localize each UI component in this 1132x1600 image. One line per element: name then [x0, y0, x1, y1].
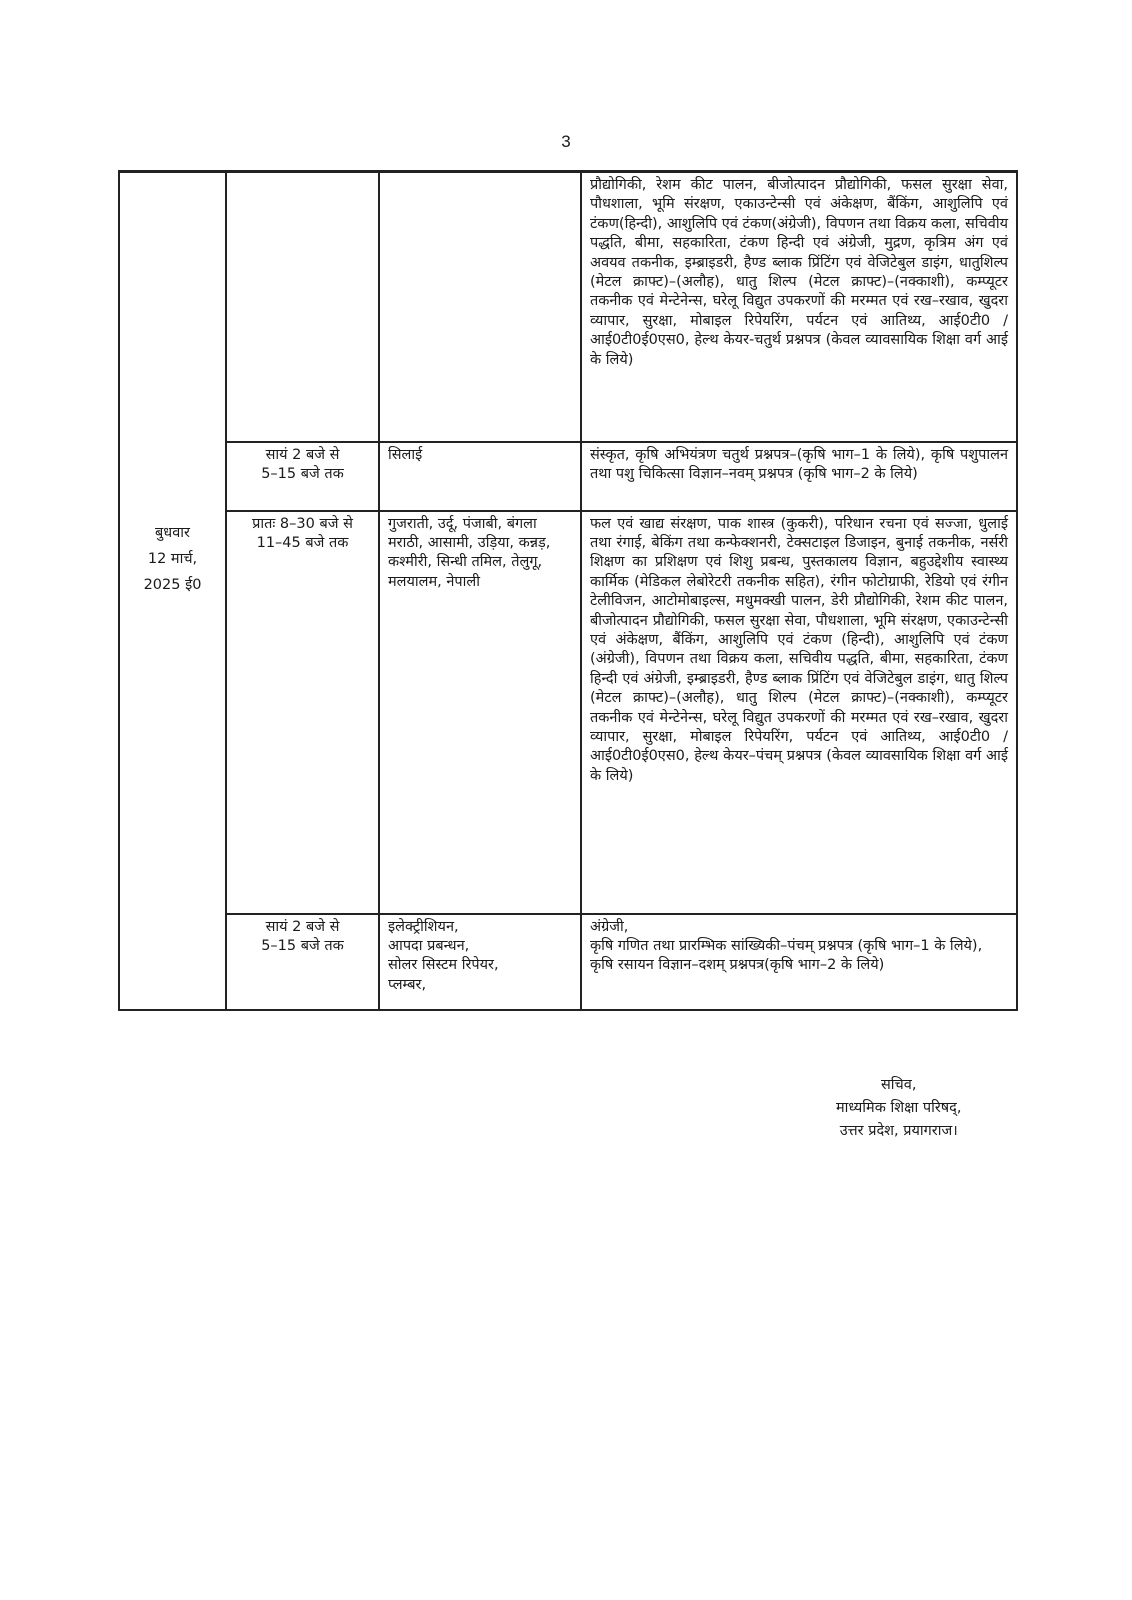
- subjects-cell: [581, 914, 1017, 1010]
- subject-cell: [379, 914, 581, 1010]
- subject-line: इलेक्ट्रीशियन,: [388, 918, 459, 935]
- subject-cell: गुजराती, उर्दू, पंजाबी, बंगला मराठी, आसामी, उड़िया, कन्नड़, कश्मीरी, सिन्धी तमिल, तेलुगू, मलयालम, नेपाली: [379, 511, 581, 914]
- day-cell: [119, 511, 226, 914]
- time-line: 5–15 बजे तक: [261, 465, 344, 482]
- signatory-title: सचिव,: [881, 1077, 917, 1093]
- day-name: बुधवार: [155, 524, 190, 541]
- time-line: 5–15 बजे तक: [261, 937, 344, 954]
- signature-block: [836, 1074, 961, 1143]
- exam-year: 2025 ई0: [143, 576, 202, 593]
- day-cell: [119, 172, 226, 442]
- subjects-cell: फल एवं खाद्य संरक्षण, पाक शास्त्र (कुकरी), परिधान रचना एवं सज्जा, धुलाई तथा रंगाई, बेकिंग तथा कन्फेक्शनरी, टेक्सटाइल डिजाइन, बुनाई तकनीक, नर्सरी शिक्षण का प्रशिक्षण एवं शिशु प्रबन्ध, पुस्तकालय विज्ञान, बहुउद्देशीय स्वास्थ्य कार्मिक (मेडिकल लेबोरेटरी तकनीक सहित), रंगीन फोटोग्राफी, रेडियो एवं रंगीन टेलीविजन, आटोमोबाइल्स, मधुमक्खी पालन, डेरी प्रौद्योगिकी, रेशम कीट पालन, बीजोत्पादन प्रौद्योगिकी, फसल सुरक्षा सेवा, पौधशाला, भूमि संरक्षण, एकाउन्टेन्सी एवं अंकेक्षण, बैंकिंग, आशुलिपि एवं टंकण (हिन्दी), आशुलिपि एवं टंकण (अंग्रेजी), विपणन तथा विक्रय कला, सचिवीय पद्धति, बीमा, सहकारिता, टंकण हिन्दी एवं अंग्रेजी, इम्ब्राइडरी, हैण्ड ब्लाक प्रिंटिंग एवं वेजिटेबुल डाइंग, धातु शिल्प (मेटल क्राफ्ट)–(अलौह), धातु शिल्प (मेटल क्राफ्ट)–(नक्काशी), कम्प्यूटर तकनीक एवं मेन्टेनेन्स, घरेलू विद्युत उपकरणों की मरम्मत एवं रख–रखाव, खुदरा व्यापार, सुरक्षा, मोबाइल रिपेयरिंग, पर्यटन एवं आतिथ्य, आई0टी0 / आई0टी0ई0एस0, हेल्थ केयर–पंचम् प्रश्नपत्र (केवल व्यावसायिक शिक्षा वर्ग आई के लिये): [581, 511, 1017, 914]
- time-line: 11–45 बजे तक: [256, 534, 349, 551]
- table-row: [119, 914, 1017, 1010]
- time-line: सायं 2 बजे से: [265, 918, 340, 935]
- table-row: [119, 442, 1017, 511]
- time-cell: [226, 511, 379, 914]
- time-cell: [226, 914, 379, 1010]
- exam-date: 12 मार्च,: [147, 550, 198, 567]
- table-row: [119, 172, 1017, 442]
- subject-line: आपदा प्रबन्धन,: [388, 937, 470, 954]
- page-number: 3: [561, 132, 571, 151]
- time-cell: [226, 442, 379, 511]
- day-cell: [119, 442, 226, 511]
- time-line: सायं 2 बजे से: [265, 446, 340, 463]
- subjects-cell: संस्कृत, कृषि अभियंत्रण चतुर्थ प्रश्नपत्र–(कृषि भाग–1 के लिये), कृषि पशुपालन तथा पशु चिकित्सा विज्ञान–नवम् प्रश्नपत्र (कृषि भाग–2 के लिये): [581, 442, 1017, 511]
- time-line: प्रातः 8–30 बजे से: [252, 515, 353, 532]
- subject-line: प्लम्बर,: [388, 976, 427, 993]
- time-cell: [226, 172, 379, 442]
- subject-line: सोलर सिस्टम रिपेयर,: [388, 957, 499, 974]
- signatory-office: माध्यमिक शिक्षा परिषद्,: [836, 1100, 962, 1116]
- subjects-line: कृषि रसायन विज्ञान–दशम् प्रश्नपत्र(कृषि भाग–2 के लिये): [590, 957, 885, 974]
- day-cell: [119, 914, 226, 1010]
- signatory-location: उत्तर प्रदेश, प्रयागराज।: [839, 1123, 958, 1139]
- subject-cell: सिलाई: [379, 442, 581, 511]
- table-row: [119, 511, 1017, 914]
- subject-cell: [379, 172, 581, 442]
- subjects-line: कृषि गणित तथा प्रारम्भिक सांख्यिकी–पंचम् प्रश्नपत्र (कृषि भाग–1 के लिये),: [590, 937, 983, 954]
- subjects-line: अंग्रेजी,: [590, 918, 629, 935]
- subjects-cell: प्रौद्योगिकी, रेशम कीट पालन, बीजोत्पादन प्रौद्योगिकी, फसल सुरक्षा सेवा, पौधशाला, भूमि संरक्षण, एकाउन्टेन्सी एवं अंकेक्षण, बैंकिंग, आशुलिपि एवं टंकण(हिन्दी), आशुलिपि एवं टंकण(अंग्रेजी), विपणन तथा विक्रय कला, सचिवीय पद्धति, बीमा, सहकारिता, टंकण हिन्दी एवं अंग्रेजी, मुद्रण, कृत्रिम अंग एवं अवयव तकनीक, इम्ब्राइडरी, हैण्ड ब्लाक प्रिंटिंग एवं वेजिटेबुल डाइंग, धातुशिल्प (मेटल क्राफ्ट)–(अलौह), धातु शिल्प (मेटल क्राफ्ट)–(नक्काशी), कम्प्यूटर तकनीक एवं मेन्टेनेन्स, घरेलू विद्युत उपकरणों की मरम्मत एवं रख–रखाव, खुदरा व्यापार, सुरक्षा, मोबाइल रिपेयरिंग, पर्यटन एवं आतिथ्य, आई0टी0 /आई0टी0ई0एस0, हेल्थ केयर-चतुर्थ प्रश्नपत्र (केवल व्यावसायिक शिक्षा वर्ग आई के लिये): [581, 172, 1017, 442]
- exam-schedule-table: [118, 170, 1018, 1011]
